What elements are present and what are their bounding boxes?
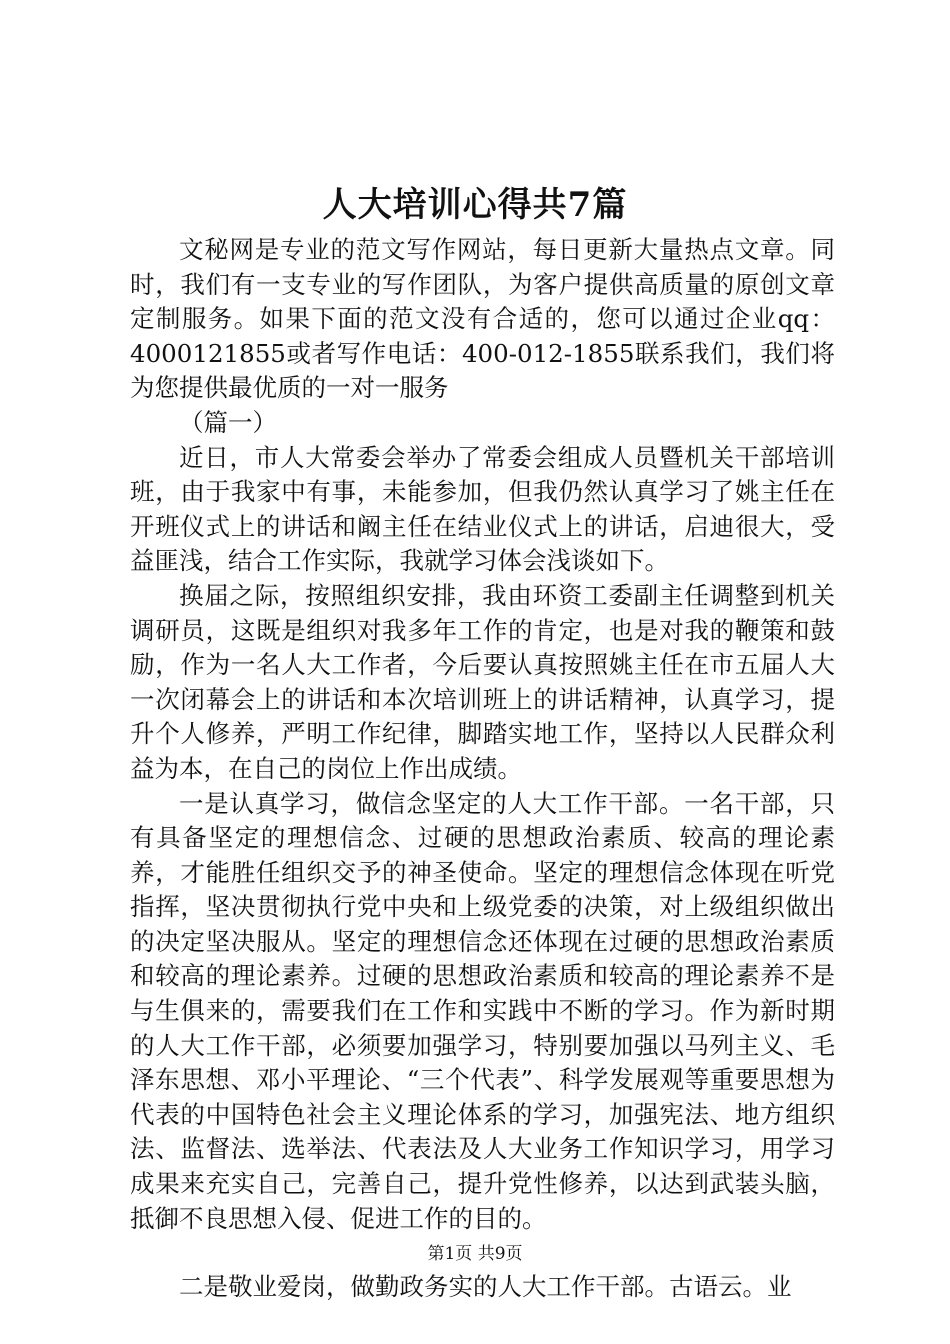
page-footer: 第1页 共9页 <box>427 1244 523 1264</box>
document-title: 人大培训心得共7篇 <box>322 185 628 225</box>
body-paragraph: 换届之际，按照组织安排，我由环资工委副主任调整到机关调研员，这既是组织对我多年工作的肯定，也是对我的鞭策和鼓励，作为一名人大工作者，今后要认真按照姚主任在市五届人大一次闭幕会上的讲话和本次培训班上的讲话精神，认真学习，提升个人修养，严明工作纪律，脚踏实地工作，坚持以人民群众利益为本，在自己的岗位上作出成绩。 <box>130 580 835 783</box>
body-paragraph: 二是敬业爱岗，做勤政务实的人大工作干部。古语云。业 <box>179 1272 792 1302</box>
body-paragraph: 近日，市人大常委会举办了常委会组成人员暨机关干部培训班，由于我家中有事，未能参加，但我仍然认真学习了姚主任在开班仪式上的讲话和阚主任在结业仪式上的讲话，启迪很大，受益匪浅，结合工作实际，我就学习体会浅谈如下。 <box>130 442 835 576</box>
intro-paragraph: 文秘网是专业的范文写作网站，每日更新大量热点文章。同时，我们有一支专业的写作团队，为客户提供高质量的原创文章定制服务。如果下面的范文没有合适的，您可以通过企业qq：4000121855或者写作电话：400-012-1855联系我们，我们将为您提供最优质的一对一服务 <box>130 235 835 403</box>
section-heading: （篇一） <box>179 407 277 437</box>
body-paragraph: 一是认真学习，做信念坚定的人大工作干部。一名干部，只有具备坚定的理想信念、过硬的思想政治素质、较高的理论素养，才能胜任组织交予的神圣使命。坚定的理想信念体现在听党指挥，坚决贯彻执行党中央和上级党委的决策，对上级组织做出的决定坚决服从。坚定的理想信念还体现在过硬的思想政治素质和较高的理论素养。过硬的思想政治素质和较高的理论素养不是与生俱来的，需要我们在工作和实践中不断的学习。作为新时期的人大工作干部，必须要加强学习，特别要加强以马列主义、毛泽东思想、邓小平理论、“三个代表”、科学发展观等重要思想为代表的中国特色社会主义理论体系的学习，加强宪法、地方组织法、监督法、选举法、代表法及人大业务工作知识学习，用学习成果来充实自己，完善自己，提升党性修养，以达到武装头脑，抵御不良思想入侵、促进工作的目的。 <box>130 788 835 1233</box>
document-body <box>130 233 835 1305</box>
